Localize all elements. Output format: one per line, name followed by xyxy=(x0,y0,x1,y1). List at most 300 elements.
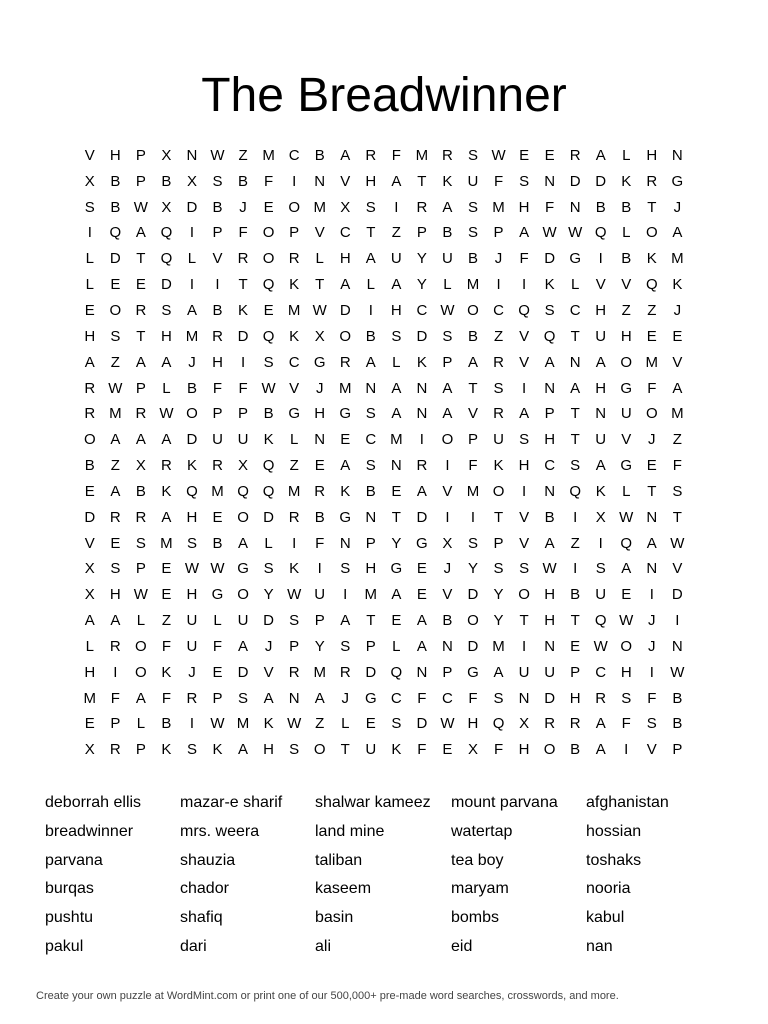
grid-letter: E xyxy=(365,715,376,733)
grid-letter: D xyxy=(416,715,428,733)
grid-letter: V xyxy=(519,508,530,526)
grid-letter: U xyxy=(186,637,198,655)
grid-letter: A xyxy=(493,663,504,681)
grid-letter: R xyxy=(493,353,504,371)
grid-letter: S xyxy=(84,198,95,216)
grid-letter: C xyxy=(390,689,402,707)
word-list-item: watertap xyxy=(451,822,513,840)
grid-row xyxy=(77,324,691,350)
grid-letter: N xyxy=(314,172,326,190)
grid-letter: W xyxy=(287,715,302,733)
grid-letter: A xyxy=(595,741,606,759)
grid-letter: Q xyxy=(160,250,173,268)
grid-letter: S xyxy=(365,405,376,423)
grid-letter: E xyxy=(340,431,351,449)
grid-letter: E xyxy=(544,146,555,164)
grid-letter: R xyxy=(569,715,581,733)
grid-letter: Z xyxy=(289,457,299,475)
grid-letter: A xyxy=(595,715,606,733)
grid-letter: K xyxy=(289,327,300,345)
grid-letter: Y xyxy=(263,586,274,604)
grid-letter: R xyxy=(237,250,249,268)
grid-letter: W xyxy=(542,560,557,578)
grid-letter: X xyxy=(84,560,95,578)
grid-letter: M xyxy=(466,482,480,500)
grid-letter: M xyxy=(492,637,505,655)
grid-letter: W xyxy=(619,508,634,526)
grid-letter: E xyxy=(110,534,121,552)
grid-letter: F xyxy=(647,689,657,707)
grid-letter: A xyxy=(340,146,351,164)
grid-letter: T xyxy=(136,327,146,345)
grid-letter: I xyxy=(649,586,654,604)
grid-letter: O xyxy=(262,250,275,268)
grid-letter: Y xyxy=(391,534,402,552)
grid-letter: M xyxy=(236,715,250,733)
grid-letter: G xyxy=(569,250,581,268)
grid-letter: H xyxy=(390,301,402,319)
grid-letter: F xyxy=(264,172,274,190)
grid-letter: A xyxy=(646,534,657,552)
grid-letter: V xyxy=(84,146,95,164)
word-list-item: eid xyxy=(451,937,473,955)
grid-letter: S xyxy=(467,224,478,242)
grid-letter: I xyxy=(240,353,246,371)
grid-letter: M xyxy=(466,276,480,294)
grid-letter: N xyxy=(544,637,556,655)
grid-letter: B xyxy=(212,198,223,216)
grid-letter: G xyxy=(467,663,479,681)
grid-letter: D xyxy=(263,612,275,630)
grid-letter: E xyxy=(416,586,427,604)
grid-letter: N xyxy=(390,457,402,475)
grid-letter: I xyxy=(470,508,476,526)
grid-letter: R xyxy=(160,457,172,475)
grid-letter: R xyxy=(109,741,121,759)
grid-letter: S xyxy=(519,431,530,449)
grid-row xyxy=(77,376,691,402)
grid-letter: P xyxy=(212,405,223,423)
grid-letter: V xyxy=(519,534,530,552)
grid-letter: B xyxy=(186,379,197,397)
grid-letter: I xyxy=(189,715,195,733)
grid-letter: R xyxy=(288,508,300,526)
grid-letter: X xyxy=(161,146,172,164)
grid-letter: G xyxy=(339,405,352,423)
grid-letter: K xyxy=(161,663,172,681)
word-list-item: mrs. weera xyxy=(180,822,260,840)
grid-letter: K xyxy=(672,276,683,294)
grid-letter: A xyxy=(391,276,402,294)
grid-letter: F xyxy=(519,250,529,268)
grid-letter: Q xyxy=(262,276,275,294)
grid-letter: S xyxy=(161,301,172,319)
grid-letter: U xyxy=(314,586,326,604)
grid-letter: V xyxy=(646,741,657,759)
grid-letter: Y xyxy=(416,276,427,294)
grid-letter: X xyxy=(186,172,197,190)
grid-letter: V xyxy=(340,172,351,190)
grid-letter: A xyxy=(135,224,146,242)
grid-letter: Q xyxy=(186,482,198,500)
grid-letter: I xyxy=(368,301,373,319)
grid-letter: I xyxy=(215,276,220,294)
word-list-item: dari xyxy=(180,937,207,955)
grid-letter: K xyxy=(544,276,555,294)
grid-letter: C xyxy=(416,301,428,319)
grid-letter: X xyxy=(340,198,351,216)
grid-letter: A xyxy=(442,198,453,216)
grid-letter: C xyxy=(569,301,581,319)
grid-letter: U xyxy=(518,663,530,681)
grid-letter: A xyxy=(672,224,683,242)
grid-letter: V xyxy=(621,276,632,294)
word-list-item: maryam xyxy=(451,880,509,898)
grid-letter: H xyxy=(518,198,530,216)
grid-letter: H xyxy=(365,172,377,190)
grid-letter: T xyxy=(493,508,504,526)
grid-row xyxy=(77,505,691,531)
grid-letter: S xyxy=(391,327,402,345)
grid-letter: E xyxy=(391,612,402,630)
grid-letter: B xyxy=(570,586,581,604)
grid-letter: V xyxy=(263,663,274,681)
grid-letter: S xyxy=(186,534,197,552)
grid-letter: F xyxy=(493,172,504,190)
grid-letter: R xyxy=(288,663,300,681)
grid-letter: D xyxy=(263,508,275,526)
grid-letter: S xyxy=(186,741,197,759)
grid-letter: A xyxy=(595,146,606,164)
grid-letter: G xyxy=(211,586,224,604)
grid-letter: N xyxy=(646,560,658,578)
grid-letter: A xyxy=(391,379,402,397)
grid-letter: Q xyxy=(594,224,607,242)
grid-letter: L xyxy=(570,276,580,294)
grid-letter: O xyxy=(645,405,658,423)
grid-letter: B xyxy=(314,508,325,526)
grid-letter: B xyxy=(135,482,146,500)
grid-letter: R xyxy=(109,637,121,655)
grid-letter: C xyxy=(493,301,504,319)
grid-letter: I xyxy=(598,534,603,552)
grid-letter: A xyxy=(135,689,146,707)
grid-letter: T xyxy=(570,612,580,630)
grid-letter: S xyxy=(442,327,453,345)
grid-letter: E xyxy=(84,482,95,500)
grid-row xyxy=(77,401,691,427)
grid-letter: Q xyxy=(645,276,658,294)
word-list-item: deborrah ellis xyxy=(45,794,142,811)
grid-letter: E xyxy=(646,327,657,345)
grid-letter: S xyxy=(238,689,249,707)
grid-letter: D xyxy=(595,172,607,190)
grid-letter: F xyxy=(621,715,631,733)
grid-letter: V xyxy=(519,353,530,371)
word-list-item: parvana xyxy=(45,851,103,869)
grid-letter: A xyxy=(340,457,351,475)
grid-letter: B xyxy=(595,198,606,216)
grid-letter: K xyxy=(646,250,657,268)
grid-letter: Z xyxy=(672,431,682,449)
grid-letter: S xyxy=(340,637,351,655)
word-list-item: basin xyxy=(315,909,354,927)
grid-letter: N xyxy=(288,689,300,707)
grid-row xyxy=(77,479,691,505)
word-list-item: burqas xyxy=(45,880,94,898)
grid-letter: U xyxy=(620,405,632,423)
grid-letter: A xyxy=(186,301,197,319)
grid-letter: S xyxy=(135,534,146,552)
grid-letter: A xyxy=(340,612,351,630)
grid-letter: O xyxy=(288,198,300,216)
grid-letter: N xyxy=(416,405,428,423)
grid-letter: P xyxy=(493,224,504,242)
grid-row xyxy=(77,634,691,660)
grid-letter: O xyxy=(620,637,633,655)
grid-letter: A xyxy=(519,405,530,423)
grid-row xyxy=(77,531,691,557)
grid-letter: C xyxy=(442,689,453,707)
grid-letter: E xyxy=(646,457,657,475)
grid-letter: F xyxy=(315,534,325,552)
grid-letter: O xyxy=(441,431,454,449)
grid-letter: B xyxy=(570,741,581,759)
grid-letter: Z xyxy=(570,534,580,552)
grid-letter: A xyxy=(442,405,453,423)
grid-letter: A xyxy=(263,689,274,707)
grid-letter: L xyxy=(136,612,146,630)
word-list-item: shafiq xyxy=(180,909,223,927)
word-list xyxy=(45,789,745,962)
grid-letter: Q xyxy=(262,457,275,475)
grid-letter: S xyxy=(467,146,478,164)
grid-letter: U xyxy=(442,250,453,268)
grid-letter: H xyxy=(314,405,326,423)
grid-letter: W xyxy=(670,534,685,552)
word-list-item: nan xyxy=(586,937,613,955)
grid-letter: O xyxy=(518,586,530,604)
grid-letter: L xyxy=(289,431,299,449)
grid-letter: N xyxy=(671,637,683,655)
grid-letter: D xyxy=(544,250,556,268)
grid-letter: J xyxy=(673,198,682,216)
grid-letter: S xyxy=(365,198,376,216)
grid-letter: W xyxy=(440,301,455,319)
grid-letter: A xyxy=(595,353,606,371)
grid-letter: L xyxy=(85,276,94,294)
grid-letter: V xyxy=(621,431,632,449)
grid-letter: I xyxy=(496,276,501,294)
grid-letter: V xyxy=(314,224,325,242)
grid-letter: I xyxy=(292,172,297,190)
grid-letter: L xyxy=(622,482,631,500)
grid-letter: X xyxy=(161,198,172,216)
grid-letter: T xyxy=(570,405,580,423)
grid-letter: N xyxy=(646,508,658,526)
grid-letter: I xyxy=(624,741,629,759)
grid-row xyxy=(77,453,691,479)
grid-letter: G xyxy=(671,172,684,190)
grid-letter: E xyxy=(84,715,95,733)
grid-letter: S xyxy=(493,560,504,578)
grid-letter: L xyxy=(85,250,94,268)
grid-letter: L xyxy=(136,715,146,733)
grid-letter: E xyxy=(391,482,402,500)
grid-letter: W xyxy=(491,146,506,164)
grid-letter: R xyxy=(365,146,377,164)
grid-letter: R xyxy=(84,379,96,397)
grid-letter: B xyxy=(212,301,223,319)
grid-letter: E xyxy=(110,276,121,294)
grid-letter: W xyxy=(312,301,327,319)
grid-letter: B xyxy=(161,172,172,190)
grid-letter: D xyxy=(467,637,479,655)
grid-letter: L xyxy=(622,146,631,164)
grid-letter: U xyxy=(186,612,198,630)
grid-letter: E xyxy=(621,586,632,604)
grid-letter: J xyxy=(648,637,656,655)
grid-letter: R xyxy=(109,508,121,526)
grid-letter: J xyxy=(648,431,656,449)
grid-letter: A xyxy=(340,276,351,294)
grid-letter: X xyxy=(595,508,606,526)
grid-letter: E xyxy=(161,560,172,578)
grid-letter: H xyxy=(84,327,96,345)
grid-letter: P xyxy=(135,560,146,578)
grid-letter: Q xyxy=(160,224,173,242)
grid-letter: S xyxy=(519,560,530,578)
grid-letter: Q xyxy=(262,482,275,500)
grid-letter: I xyxy=(649,663,654,681)
grid-letter: T xyxy=(136,250,146,268)
grid-letter: F xyxy=(468,689,478,707)
grid-letter: Y xyxy=(416,250,427,268)
grid-letter: R xyxy=(135,301,147,319)
grid-letter: F xyxy=(417,741,427,759)
grid-letter: M xyxy=(415,146,429,164)
grid-letter: K xyxy=(263,715,274,733)
grid-letter: D xyxy=(109,250,121,268)
grid-letter: P xyxy=(365,637,376,655)
grid-letter: I xyxy=(675,612,680,630)
page-title: The Breadwinner xyxy=(201,69,567,122)
grid-letter: H xyxy=(186,508,198,526)
grid-letter: U xyxy=(595,327,607,345)
grid-letter: V xyxy=(212,250,223,268)
grid-letter: O xyxy=(237,586,249,604)
grid-letter: A xyxy=(544,534,555,552)
grid-letter: T xyxy=(391,508,401,526)
grid-letter: V xyxy=(289,379,300,397)
grid-letter: I xyxy=(521,379,527,397)
grid-letter: B xyxy=(161,715,172,733)
grid-letter: R xyxy=(442,146,453,164)
grid-letter: T xyxy=(647,198,657,216)
grid-letter: N xyxy=(518,689,530,707)
grid-row xyxy=(77,686,691,712)
grid-letter: S xyxy=(621,689,632,707)
grid-letter: X xyxy=(135,457,146,475)
grid-letter: X xyxy=(467,741,478,759)
grid-letter: V xyxy=(84,534,95,552)
grid-row xyxy=(77,557,691,583)
grid-letter: W xyxy=(619,612,634,630)
grid-letter: B xyxy=(365,482,376,500)
grid-letter: I xyxy=(419,431,424,449)
grid-letter: M xyxy=(364,586,378,604)
footer-text: Create your own puzzle at WordMint.com or print one of our 500,000+ pre-made word searches, crosswords, and more. xyxy=(36,990,619,1002)
grid-letter: H xyxy=(186,586,198,604)
grid-letter: O xyxy=(109,301,122,319)
grid-letter: S xyxy=(263,560,274,578)
grid-letter: A xyxy=(621,560,632,578)
grid-letter: J xyxy=(341,689,349,707)
grid-letter: L xyxy=(622,224,631,242)
word-list-item: hossian xyxy=(586,822,642,840)
word-list-item: pakul xyxy=(45,937,84,955)
grid-letter: N xyxy=(365,379,377,397)
grid-row xyxy=(77,169,691,195)
grid-letter: P xyxy=(135,741,146,759)
grid-letter: K xyxy=(289,276,300,294)
grid-letter: K xyxy=(238,301,249,319)
grid-letter: B xyxy=(238,172,249,190)
grid-letter: N xyxy=(569,198,581,216)
grid-letter: X xyxy=(84,586,95,604)
grid-letter: T xyxy=(366,224,376,242)
grid-letter: B xyxy=(110,172,121,190)
grid-letter: K xyxy=(212,741,223,759)
grid-letter: X xyxy=(442,534,453,552)
grid-letter: W xyxy=(108,379,123,397)
grid-letter: Q xyxy=(492,715,505,733)
grid-letter: Z xyxy=(110,457,120,475)
grid-letter: L xyxy=(85,637,94,655)
grid-letter: O xyxy=(186,405,198,423)
grid-row xyxy=(77,195,691,221)
grid-letter: S xyxy=(289,741,300,759)
grid-letter: J xyxy=(239,198,247,216)
grid-letter: D xyxy=(84,508,96,526)
word-list-item: nooria xyxy=(586,880,631,898)
grid-letter: S xyxy=(110,327,121,345)
grid-letter: I xyxy=(292,534,297,552)
grid-letter: H xyxy=(544,612,556,630)
grid-row xyxy=(77,712,691,738)
grid-letter: I xyxy=(189,224,195,242)
grid-letter: Z xyxy=(391,224,401,242)
grid-letter: F xyxy=(161,637,171,655)
grid-row xyxy=(77,298,691,324)
grid-letter: A xyxy=(570,379,581,397)
grid-letter: F xyxy=(238,379,248,397)
grid-letter: S xyxy=(493,379,504,397)
grid-letter: R xyxy=(186,689,198,707)
grid-letter: F xyxy=(545,198,555,216)
grid-letter: U xyxy=(390,250,402,268)
grid-letter: A xyxy=(110,482,121,500)
grid-letter: B xyxy=(442,224,453,242)
grid-letter: W xyxy=(210,146,225,164)
letter-grid xyxy=(77,143,691,763)
grid-letter: L xyxy=(162,379,171,397)
word-list-item: mount parvana xyxy=(451,794,558,811)
grid-letter: V xyxy=(519,327,530,345)
grid-letter: O xyxy=(83,431,96,449)
grid-letter: L xyxy=(315,250,324,268)
grid-letter: H xyxy=(109,586,121,604)
